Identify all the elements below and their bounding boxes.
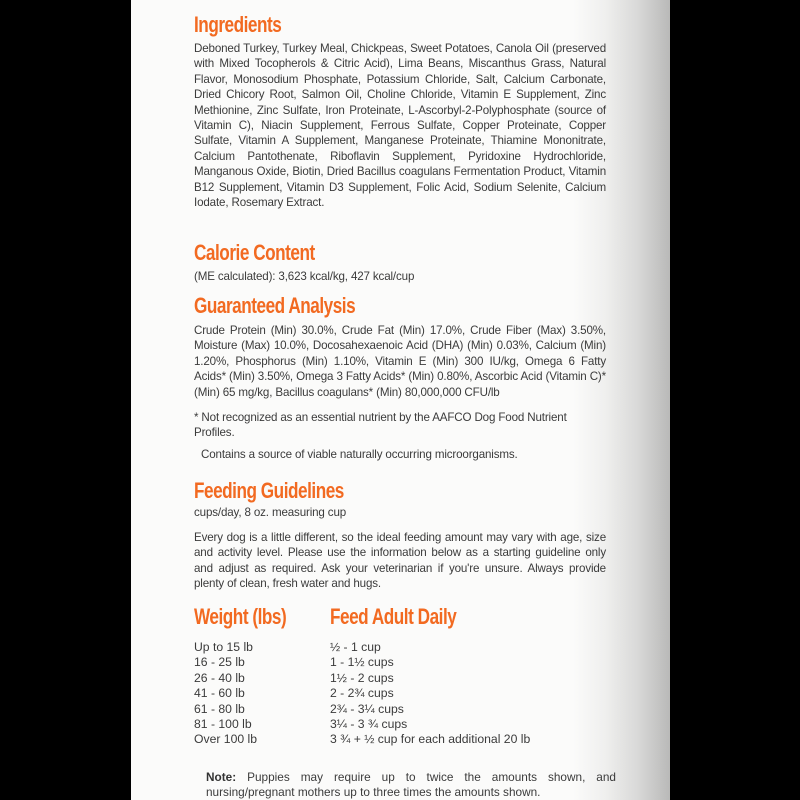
weight-cell: 26 - 40 lb xyxy=(194,670,245,685)
weight-cell: Over 100 lb xyxy=(194,732,258,747)
note-label: Note: xyxy=(206,769,237,784)
weight-cell: 16 - 25 lb xyxy=(194,655,245,670)
feed-cell: 1½ - 2 cups xyxy=(330,670,394,685)
feed-cell: 3¼ - 3 ¾ cups xyxy=(330,716,408,731)
feeding-heading: Feeding Guidelines xyxy=(194,478,344,503)
table-row xyxy=(194,732,614,747)
probiotic-note: Contains a source of viable naturally occurring microorganisms. xyxy=(201,448,518,461)
table-row xyxy=(194,717,614,732)
calorie-text: (ME calculated): 3,623 kcal/kg, 427 kcal/cup xyxy=(194,270,415,283)
feed-cell: 3 ¾ + ½ cup for each additional 20 lb xyxy=(330,732,531,747)
table-row xyxy=(194,686,614,701)
weight-cell: 61 - 80 lb xyxy=(194,701,245,716)
feeding-subtitle: cups/day, 8 oz. measuring cup xyxy=(194,506,347,519)
product-label-page xyxy=(131,0,670,800)
feed-cell: ½ - 1 cup xyxy=(330,640,381,654)
table-row xyxy=(194,640,614,655)
feeding-text: Every dog is a little different, so the ideal feeding amount may vary with age, size and activity level. Please use the information below as a starting guideline only and adjust as required. Ask your veterinarian if you're unsure. Always provide plenty of clean, fresh water and hugs. xyxy=(194,531,606,591)
feed-column-heading: Feed Adult Daily xyxy=(330,604,457,629)
ingredients-heading: Ingredients xyxy=(194,12,282,37)
weight-cell: 81 - 100 lb xyxy=(194,716,252,731)
calorie-heading: Calorie Content xyxy=(194,240,315,265)
feeding-table xyxy=(194,640,614,748)
note-text: Puppies may require up to twice the amounts shown, and nursing/pregnant mothers up to three times the amounts shown. xyxy=(206,769,616,800)
analysis-text: Crude Protein (Min) 30.0%, Crude Fat (Min) 17.0%, Crude Fiber (Max) 3.50%, Moisture (Max) 10.0%, Docosahexaenoic Acid (DHA) (Min) 0.03%, Calcium (Min) 1.20%, Phosphorus (Min) 1.10%, Vitamin E (Min) 300 IU/kg, Omega 6 Fatty Acids* (Min) 3.50%, Omega 3 Fatty Acids* (Min) 0.80%, Ascorbic Acid (Vitamin C)* (Min) 65 mg/kg, Bacillus coagulans* (Min) 80,000,000 CFU/lb xyxy=(194,324,606,399)
table-row xyxy=(194,671,614,686)
weight-cell: 41 - 60 lb xyxy=(194,686,245,701)
feed-cell: 2¾ - 3¼ cups xyxy=(330,701,404,716)
puppy-note xyxy=(206,770,616,800)
table-row xyxy=(194,702,614,717)
feed-cell: 2 - 2¾ cups xyxy=(330,686,394,701)
ingredients-text: Deboned Turkey, Turkey Meal, Chickpeas, Sweet Potatoes, Canola Oil (preserved with Mixed Tocopherols & Citric Acid), Lima Beans, Miscanthus Grass, Natural Flavor, Monosodium Phosphate, Potassium Chloride, Salt, Calcium Carbonate, Dried Chicory Root, Salmon Oil, Choline Chloride, Vitamin E Supplement, Zinc Methionine, Zinc Sulfate, Iron Proteinate, L-Ascorbyl-2-Polyphosphate (source of Vitamin C), Niacin Supplement, Ferrous Sulfate, Copper Proteinate, Copper Sulfate, Vitamin A Supplement, Manganese Proteinate, Thiamine Mononitrate, Calcium Pantothenate, Riboflavin Supplement, Pyridoxine Hydrochloride, Manganous Oxide, Biotin, Dried Bacillus coagulans Fermentation Product, Vitamin B12 Supplement, Vitamin D3 Supplement, Folic Acid, Sodium Selenite, Calcium Iodate, Rosemary Extract. xyxy=(194,42,606,210)
table-row xyxy=(194,655,614,670)
aafco-footnote: * Not recognized as an essential nutrient by the AAFCO Dog Food Nutrient Profiles. xyxy=(194,411,567,440)
weight-column-heading: Weight (lbs) xyxy=(194,604,287,629)
weight-cell: Up to 15 lb xyxy=(194,640,253,654)
analysis-heading: Guaranteed Analysis xyxy=(194,293,356,318)
feed-cell: 1 - 1½ cups xyxy=(330,655,394,670)
